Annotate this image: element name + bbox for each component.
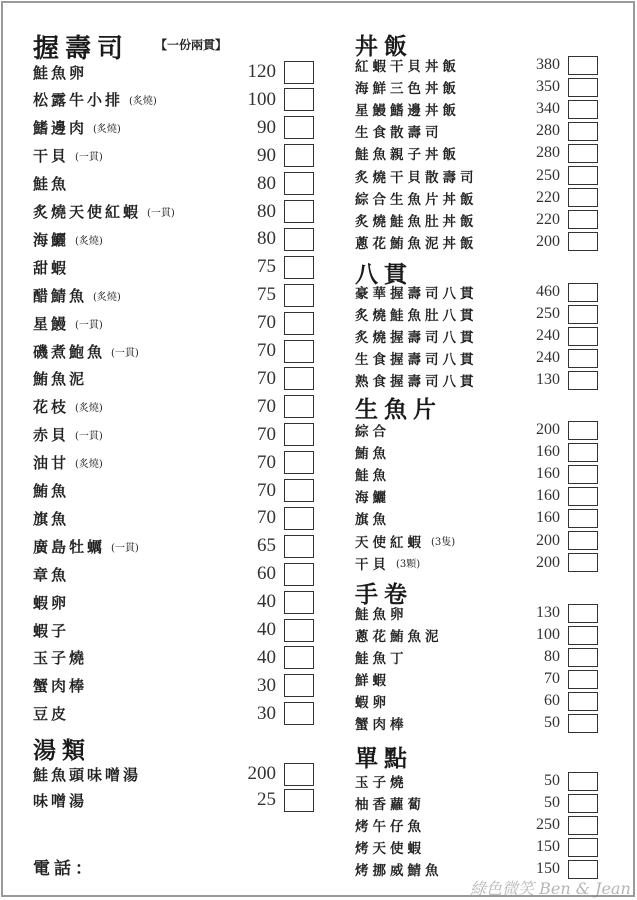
menu-item bbox=[33, 339, 323, 363]
item-price: 200 bbox=[536, 421, 560, 438]
order-checkbox[interactable] bbox=[284, 619, 314, 642]
menu-item bbox=[355, 713, 637, 733]
item-name: 味噌湯 bbox=[33, 791, 88, 810]
order-checkbox[interactable] bbox=[568, 371, 598, 390]
order-checkbox[interactable] bbox=[284, 451, 314, 474]
order-checkbox[interactable] bbox=[568, 604, 598, 623]
order-checkbox[interactable] bbox=[284, 256, 314, 279]
item-name: 章魚 bbox=[33, 565, 70, 584]
section-heading: 丼飯 bbox=[355, 33, 413, 60]
menu-item bbox=[355, 531, 637, 551]
menu-item bbox=[355, 859, 637, 879]
item-name: 蔥花鮪魚泥 bbox=[355, 629, 443, 645]
item-price: 70 bbox=[544, 670, 560, 687]
item-name: 鮭魚 bbox=[355, 468, 390, 485]
item-price: 160 bbox=[536, 487, 560, 505]
item-note: (一貫) bbox=[111, 347, 139, 359]
item-name: 海鱺 bbox=[33, 230, 70, 249]
menu-item bbox=[33, 618, 323, 642]
order-checkbox[interactable] bbox=[284, 507, 314, 530]
item-name: 生食散壽司 bbox=[355, 125, 443, 142]
item-name: 烤午仔魚 bbox=[355, 819, 425, 835]
order-checkbox[interactable] bbox=[568, 626, 598, 645]
menu-item bbox=[33, 479, 323, 503]
item-name: 蝦卵 bbox=[33, 593, 70, 612]
menu-item bbox=[355, 121, 637, 141]
order-checkbox[interactable] bbox=[568, 487, 598, 506]
item-price: 70 bbox=[257, 423, 276, 445]
item-name: 綜合生魚片丼飯 bbox=[355, 191, 478, 208]
item-name: 鮪魚泥 bbox=[33, 370, 88, 389]
item-price: 65 bbox=[257, 535, 276, 557]
order-checkbox[interactable] bbox=[568, 305, 598, 324]
order-checkbox[interactable] bbox=[284, 200, 314, 223]
order-checkbox[interactable] bbox=[284, 395, 314, 418]
order-checkbox[interactable] bbox=[284, 172, 314, 195]
item-name: 熟食握壽司八貫 bbox=[355, 374, 478, 390]
item-price: 40 bbox=[257, 619, 276, 640]
menu-item bbox=[33, 590, 323, 614]
item-price: 60 bbox=[544, 692, 560, 709]
item-name: 玉子燒 bbox=[33, 649, 88, 668]
order-checkbox[interactable] bbox=[568, 670, 598, 689]
item-price: 200 bbox=[247, 763, 276, 784]
item-name: 鮭魚卵 bbox=[355, 607, 408, 623]
order-checkbox[interactable] bbox=[568, 772, 598, 791]
item-price: 240 bbox=[536, 349, 560, 366]
menu-item bbox=[355, 464, 637, 484]
menu-item bbox=[33, 762, 323, 786]
item-price: 75 bbox=[257, 284, 276, 306]
order-checkbox[interactable] bbox=[568, 648, 598, 667]
item-price: 70 bbox=[257, 367, 276, 389]
order-checkbox[interactable] bbox=[568, 553, 598, 572]
item-name: 鮪魚 bbox=[355, 446, 390, 463]
item-price: 100 bbox=[536, 626, 560, 643]
menu-item bbox=[355, 691, 637, 711]
item-name: 鮭魚頭味噌湯 bbox=[33, 765, 142, 784]
item-price: 340 bbox=[536, 100, 560, 118]
item-price: 160 bbox=[536, 465, 560, 483]
menu-item bbox=[355, 232, 637, 252]
menu-item bbox=[33, 646, 323, 670]
watermark: 綠色微笑 Ben & Jean bbox=[470, 879, 631, 898]
order-checkbox[interactable] bbox=[284, 88, 314, 111]
section-heading: 生魚片 bbox=[355, 396, 442, 423]
item-price: 80 bbox=[257, 228, 276, 250]
order-checkbox[interactable] bbox=[568, 188, 598, 207]
item-price: 50 bbox=[544, 714, 560, 731]
order-checkbox[interactable] bbox=[568, 349, 598, 368]
order-checkbox[interactable] bbox=[568, 210, 598, 229]
item-price: 160 bbox=[536, 443, 560, 461]
item-name: 甜蝦 bbox=[33, 258, 70, 277]
item-price: 280 bbox=[536, 144, 560, 162]
menu-item bbox=[355, 282, 637, 302]
menu-item bbox=[33, 227, 323, 251]
item-price: 75 bbox=[257, 256, 276, 278]
menu-item bbox=[33, 702, 323, 726]
order-checkbox[interactable] bbox=[568, 232, 598, 251]
menu-item bbox=[33, 255, 323, 279]
menu-item bbox=[355, 793, 637, 813]
item-name: 炙燒鮭魚肚丼飯 bbox=[355, 213, 478, 230]
order-checkbox[interactable] bbox=[568, 465, 598, 484]
item-name: 炙燒干貝散壽司 bbox=[355, 169, 478, 186]
item-name: 生食握壽司八貫 bbox=[355, 352, 478, 368]
item-note: (炙燒) bbox=[93, 291, 121, 303]
item-price: 250 bbox=[536, 816, 560, 833]
menu-item bbox=[33, 534, 323, 558]
item-note: (一貫) bbox=[147, 208, 175, 219]
order-checkbox[interactable] bbox=[568, 144, 598, 163]
order-checkbox[interactable] bbox=[568, 531, 598, 550]
order-checkbox[interactable] bbox=[284, 789, 314, 812]
sushi-portion-note: 【一份兩貫】 bbox=[155, 38, 228, 52]
item-name: 玉子燒 bbox=[355, 775, 408, 791]
menu-item bbox=[355, 553, 637, 573]
order-checkbox[interactable] bbox=[284, 312, 314, 335]
menu-item bbox=[33, 506, 323, 530]
item-note: (炙燒) bbox=[75, 403, 103, 415]
item-price: 90 bbox=[257, 144, 276, 166]
order-checkbox[interactable] bbox=[284, 763, 314, 786]
item-price: 200 bbox=[536, 232, 560, 250]
item-name: 鮭魚 bbox=[33, 175, 70, 194]
item-price: 160 bbox=[536, 509, 560, 527]
item-note: (炙燒) bbox=[129, 96, 157, 108]
item-name: 赤貝 bbox=[33, 426, 70, 445]
item-price: 70 bbox=[257, 395, 276, 417]
menu-item bbox=[355, 304, 637, 324]
item-name: 蝦卵 bbox=[355, 695, 390, 711]
item-name: 烤天使蝦 bbox=[355, 841, 425, 857]
menu-item bbox=[355, 647, 637, 667]
item-price: 70 bbox=[257, 451, 276, 473]
item-name: 鮭魚丁 bbox=[355, 651, 408, 667]
item-price: 60 bbox=[257, 563, 276, 585]
order-checkbox[interactable] bbox=[284, 284, 314, 307]
order-checkbox[interactable] bbox=[568, 794, 598, 813]
menu-item bbox=[355, 99, 637, 119]
order-checkbox[interactable] bbox=[568, 838, 598, 857]
order-checkbox[interactable] bbox=[284, 423, 314, 446]
sushi-heading: 握壽司 bbox=[33, 34, 130, 64]
item-note: (炙燒) bbox=[75, 235, 103, 247]
item-name: 豪華握壽司八貫 bbox=[355, 286, 478, 302]
order-checkbox[interactable] bbox=[568, 327, 598, 346]
item-name: 鮭魚親子丼飯 bbox=[355, 147, 460, 164]
item-note: (3隻) bbox=[431, 537, 456, 548]
menu-item bbox=[33, 562, 323, 586]
item-price: 130 bbox=[536, 371, 560, 388]
menu-item bbox=[33, 144, 323, 168]
order-checkbox[interactable] bbox=[568, 122, 598, 141]
item-price: 70 bbox=[257, 479, 276, 501]
item-price: 200 bbox=[536, 553, 560, 571]
item-price: 50 bbox=[544, 772, 560, 789]
item-note: (炙燒) bbox=[93, 124, 121, 136]
order-checkbox[interactable] bbox=[284, 116, 314, 139]
item-price: 100 bbox=[247, 88, 276, 110]
order-checkbox[interactable] bbox=[284, 646, 314, 669]
item-price: 70 bbox=[257, 312, 276, 334]
item-name: 炙燒鮭魚肚八貫 bbox=[355, 308, 478, 324]
menu-item bbox=[355, 508, 637, 528]
menu-item bbox=[33, 283, 323, 307]
soup-heading: 湯類 bbox=[33, 737, 91, 764]
menu-item bbox=[355, 77, 637, 97]
menu-item bbox=[355, 486, 637, 506]
item-price: 350 bbox=[536, 78, 560, 96]
section-heading: 手卷 bbox=[355, 581, 413, 608]
menu-item bbox=[355, 603, 637, 623]
item-price: 70 bbox=[257, 507, 276, 529]
menu-item bbox=[33, 88, 323, 112]
section-heading: 八貫 bbox=[355, 261, 413, 288]
item-price: 120 bbox=[247, 61, 276, 82]
item-name: 松露牛小排 bbox=[33, 91, 124, 110]
menu-item bbox=[33, 395, 323, 419]
order-checkbox[interactable] bbox=[568, 421, 598, 440]
menu-item bbox=[33, 172, 323, 196]
item-price: 240 bbox=[536, 327, 560, 344]
item-name: 廣島牡蠣 bbox=[33, 537, 106, 556]
item-name: 豆皮 bbox=[33, 705, 70, 724]
order-checkbox[interactable] bbox=[284, 367, 314, 390]
menu-item bbox=[33, 423, 323, 447]
order-checkbox[interactable] bbox=[568, 509, 598, 528]
item-price: 25 bbox=[257, 789, 276, 810]
order-checkbox[interactable] bbox=[568, 166, 598, 185]
item-name: 炙燒天使紅蝦 bbox=[33, 203, 142, 221]
item-price: 30 bbox=[257, 674, 276, 696]
item-name: 紅蝦干貝丼飯 bbox=[355, 59, 460, 75]
item-note: (一貫) bbox=[75, 319, 103, 331]
item-price: 90 bbox=[257, 116, 276, 138]
menu-item bbox=[355, 771, 637, 791]
item-price: 250 bbox=[536, 166, 560, 184]
menu-item bbox=[355, 210, 637, 230]
order-checkbox[interactable] bbox=[284, 340, 314, 363]
phone-label: 電話： bbox=[33, 859, 96, 879]
menu-item bbox=[355, 442, 637, 462]
menu-item bbox=[33, 674, 323, 698]
item-name: 綜合 bbox=[355, 424, 390, 440]
menu-item bbox=[33, 60, 323, 84]
order-checkbox[interactable] bbox=[284, 61, 314, 84]
order-checkbox[interactable] bbox=[284, 144, 314, 167]
item-note: (炙燒) bbox=[75, 459, 103, 471]
item-name: 蔥花鮪魚泥丼飯 bbox=[355, 235, 478, 252]
menu-item bbox=[355, 370, 637, 390]
item-note: (一貫) bbox=[75, 152, 103, 164]
item-name: 海鱺 bbox=[355, 490, 390, 507]
item-note: (一貫) bbox=[111, 542, 139, 554]
item-price: 380 bbox=[536, 56, 560, 73]
item-name: 海鮮三色丼飯 bbox=[355, 81, 460, 98]
item-name: 柚香蘿蔔 bbox=[355, 797, 425, 813]
menu-item bbox=[355, 815, 637, 835]
menu-item bbox=[355, 55, 637, 75]
order-checkbox[interactable] bbox=[284, 228, 314, 251]
order-checkbox[interactable] bbox=[284, 479, 314, 502]
item-name: 烤挪威鯖魚 bbox=[355, 863, 443, 879]
item-name: 炙燒握壽司八貫 bbox=[355, 330, 478, 346]
order-checkbox[interactable] bbox=[284, 535, 314, 558]
item-name: 星鰻鰭邊丼飯 bbox=[355, 103, 460, 120]
menu-item bbox=[33, 200, 323, 224]
item-price: 50 bbox=[544, 794, 560, 811]
item-price: 40 bbox=[257, 591, 276, 613]
menu-item bbox=[355, 166, 637, 186]
item-name: 鮭魚卵 bbox=[33, 63, 88, 82]
item-price: 80 bbox=[544, 648, 560, 665]
item-name: 蟹肉棒 bbox=[355, 717, 408, 733]
menu-item bbox=[355, 669, 637, 689]
item-name: 旗魚 bbox=[355, 512, 390, 529]
order-checkbox[interactable] bbox=[568, 56, 598, 75]
item-note: (一貫) bbox=[75, 431, 103, 443]
menu-item bbox=[33, 367, 323, 391]
item-name: 鮮蝦 bbox=[355, 673, 390, 689]
menu-item bbox=[33, 311, 323, 335]
item-name: 蝦子 bbox=[33, 621, 70, 640]
order-checkbox[interactable] bbox=[568, 714, 598, 733]
item-name: 干貝 bbox=[33, 147, 70, 166]
menu-item bbox=[33, 116, 323, 140]
item-price: 460 bbox=[536, 283, 560, 300]
menu-item bbox=[33, 451, 323, 475]
item-price: 30 bbox=[257, 702, 276, 724]
order-checkbox[interactable] bbox=[568, 283, 598, 302]
order-checkbox[interactable] bbox=[568, 860, 598, 879]
item-name: 磯煮鮑魚 bbox=[33, 342, 106, 361]
item-price: 150 bbox=[536, 860, 560, 877]
item-price: 280 bbox=[536, 122, 560, 140]
item-name: 蟹肉棒 bbox=[33, 677, 88, 696]
item-price: 150 bbox=[536, 838, 560, 855]
order-checkbox[interactable] bbox=[284, 563, 314, 586]
item-price: 200 bbox=[536, 531, 560, 549]
item-price: 220 bbox=[536, 210, 560, 228]
order-checkbox[interactable] bbox=[284, 674, 314, 697]
menu-item bbox=[355, 625, 637, 645]
item-name: 旗魚 bbox=[33, 509, 70, 528]
item-name: 醋鯖魚 bbox=[33, 286, 88, 305]
menu-item bbox=[355, 143, 637, 163]
item-note: (3顆) bbox=[396, 559, 421, 571]
item-name: 鮪魚 bbox=[33, 482, 70, 500]
menu-item bbox=[355, 837, 637, 857]
item-price: 250 bbox=[536, 305, 560, 322]
item-price: 70 bbox=[257, 340, 276, 361]
item-price: 40 bbox=[257, 646, 276, 668]
item-name: 星鰻 bbox=[33, 314, 70, 333]
order-checkbox[interactable] bbox=[568, 100, 598, 119]
order-checkbox[interactable] bbox=[568, 816, 598, 835]
order-checkbox[interactable] bbox=[284, 702, 314, 725]
menu-item bbox=[355, 348, 637, 368]
item-name: 鰭邊肉 bbox=[33, 119, 88, 138]
order-checkbox[interactable] bbox=[568, 78, 598, 97]
section-heading: 單點 bbox=[355, 745, 413, 772]
order-checkbox[interactable] bbox=[284, 591, 314, 614]
item-price: 220 bbox=[536, 188, 560, 206]
item-name: 花枝 bbox=[33, 398, 70, 417]
item-price: 130 bbox=[536, 604, 560, 621]
item-name: 干貝 bbox=[355, 556, 390, 573]
menu-item bbox=[355, 420, 637, 440]
menu-item bbox=[355, 188, 637, 208]
item-price: 80 bbox=[257, 200, 276, 222]
menu-item bbox=[355, 326, 637, 346]
item-name: 油甘 bbox=[33, 454, 70, 473]
order-checkbox[interactable] bbox=[568, 692, 598, 711]
order-checkbox[interactable] bbox=[568, 443, 598, 462]
item-price: 80 bbox=[257, 172, 276, 194]
item-name: 天使紅蝦 bbox=[355, 534, 425, 551]
menu-item bbox=[33, 788, 323, 812]
